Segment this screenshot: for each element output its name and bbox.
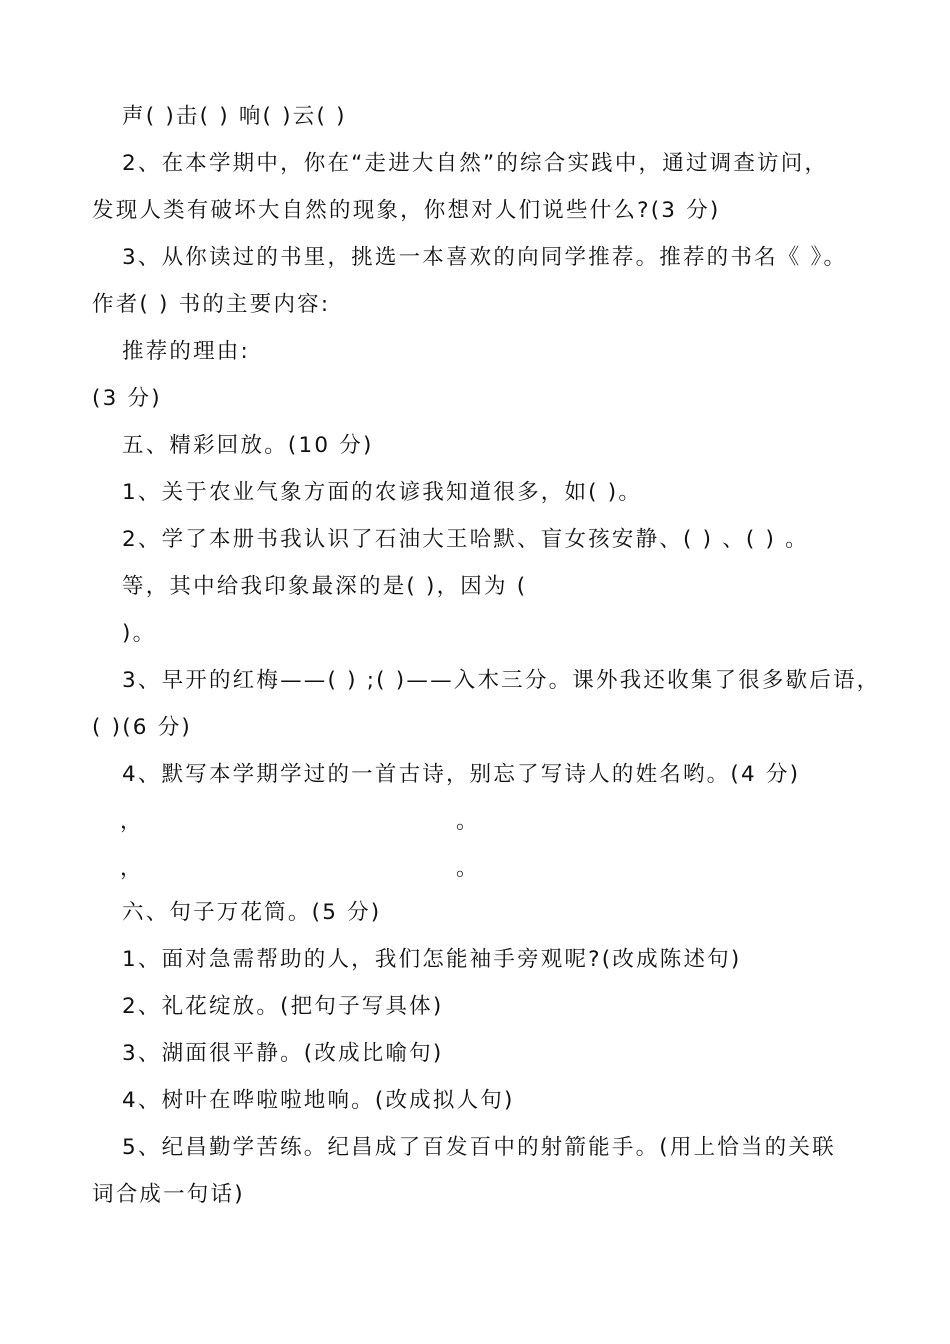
- text-line: 2、学了本册书我认识了石油大王哈默、盲女孩安静、( ) 、( ) 。: [122, 527, 809, 552]
- text-line: 发现人类有破坏大自然的现象，你想对人们说些什么?(3 分): [92, 198, 721, 223]
- text-line: 3、湖面很平静。(改成比喻句): [122, 1041, 444, 1066]
- text-line: 3、从你读过的书里，挑选一本喜欢的向同学推荐。推荐的书名《 》。: [122, 245, 848, 270]
- text-line: ( )(6 分): [92, 715, 192, 740]
- text-line: 4、树叶在哗啦啦地响。(改成拟人句): [122, 1088, 515, 1113]
- text-line: 4、默写本学期学过的一首古诗，别忘了写诗人的姓名哟。(4 分): [122, 762, 801, 787]
- text-line: 作者( ) 书的主要内容:: [92, 292, 331, 317]
- section-heading: 五、精彩回放。(10 分): [122, 433, 374, 458]
- section-heading: 六、句子万花筒。(5 分): [122, 900, 382, 925]
- text-line: 5、纪昌勤学苦练。纪昌成了百发百中的射箭能手。(用上恰当的关联: [122, 1135, 836, 1160]
- text-line: 声( )击( ) 响( )云( ): [122, 104, 347, 129]
- text-line: 2、在本学期中，你在“走进大自然”的综合实践中，通过调查访问，: [122, 151, 829, 176]
- poem-period: 。: [456, 856, 478, 881]
- poem-comma: ，: [120, 856, 142, 881]
- text-line: 等，其中给我印象最深的是( )，因为 (: [122, 574, 528, 599]
- text-line: 2、礼花绽放。(把句子写具体): [122, 994, 444, 1019]
- text-line: 1、面对急需帮助的人，我们怎能袖手旁观呢?(改成陈述句): [122, 947, 742, 972]
- text-line: (3 分): [92, 386, 162, 411]
- text-line: 词合成一句话): [92, 1182, 245, 1207]
- text-line: 1、关于农业气象方面的农谚我知道很多，如( )。: [122, 480, 643, 505]
- poem-period: 。: [456, 809, 478, 834]
- poem-comma: ，: [120, 809, 142, 834]
- text-line: )。: [122, 621, 157, 646]
- text-line: 3、早开的红梅——( ) ;( )——入木三分。课外我还收集了很多歇后语，: [122, 668, 881, 693]
- text-line: 推荐的理由:: [122, 339, 250, 364]
